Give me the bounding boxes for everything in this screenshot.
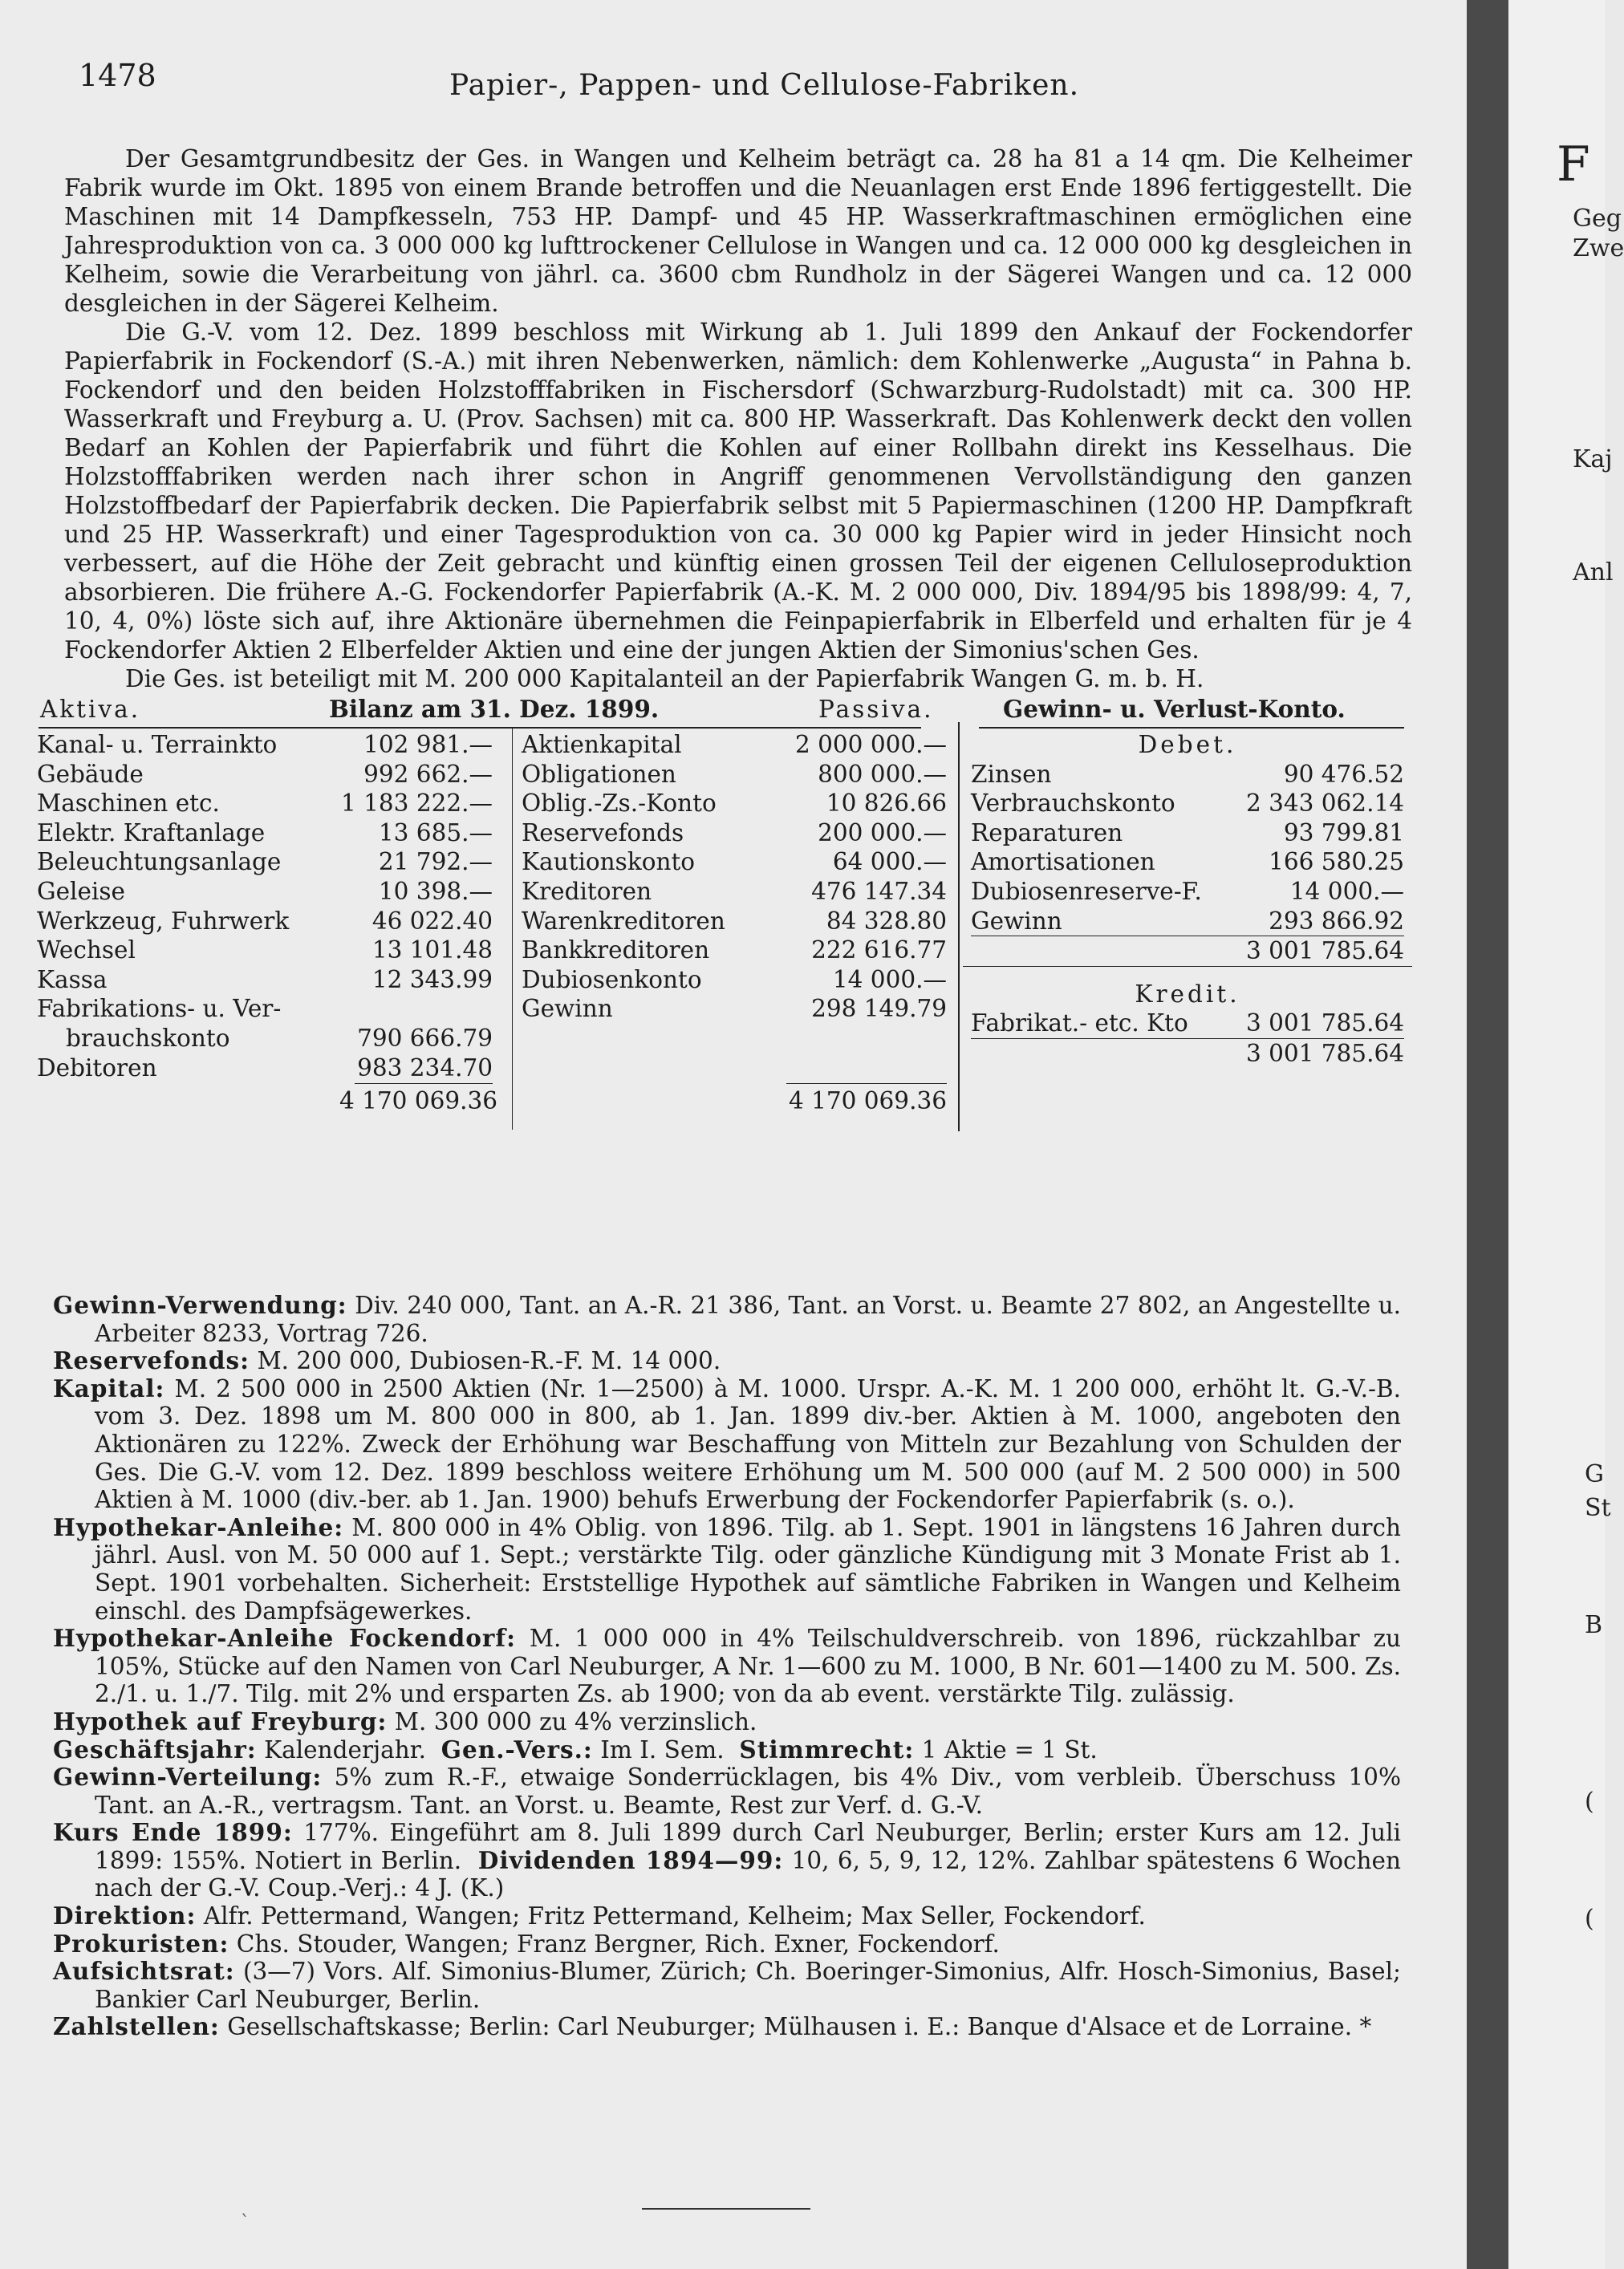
passiva-row: Kautionskonto 64 000.— <box>522 848 947 876</box>
aktiva-label: Aktiva. <box>40 696 141 723</box>
aktiva-row: Geleise 10 398.— <box>37 877 493 905</box>
adjacent-fragment: ( <box>1585 1788 1594 1816</box>
aktiva-row: Beleuchtungsanlage 21 792.— <box>37 848 493 876</box>
entry-hypothek-freyburg: Hypothek auf Freyburg: M. 300 000 zu 4% verzinslich. <box>53 1707 757 1735</box>
page-content <box>37 144 1412 1149</box>
page-number: 1478 <box>79 58 156 93</box>
intro-paragraph-1: Der Gesamtgrundbesitz der Ges. in Wangen und Kelheim beträgt ca. 28 ha 81 a 14 qm. Die Kelheimer Fabrik wurde im Okt. 1895 von einem Brande betroffen und die Neuanlagen erst Ende 1896 fertiggestellt. Die Maschinen mit 14 Dampfkesseln, 753 HP. Dampf- und 45 HP. Wasserkraftmaschinen ermöglichen eine Jahresproduktion von ca. 3 000 000 kg lufttrockener Cellulose in Wangen und ca. 12 000 000 kg desgleichen in Kelheim, sowie die Verarbeitung von jährl. ca. 3600 cbm Rundholz in der Sägerei Wangen und ca. 12 000 desgleichen in der Sägerei Kelheim. <box>64 145 1412 317</box>
adjacent-fragment: Anl <box>1573 558 1614 587</box>
passiva-total: 4 170 069.36 <box>788 1087 947 1114</box>
statement-headings <box>40 695 1412 727</box>
passiva-row: Aktienkapital 2 000 000.— <box>522 731 947 758</box>
debet-row: Verbrauchskonto 2 343 062.14 <box>971 789 1404 818</box>
adjacent-fragment: Kaj <box>1573 445 1613 473</box>
balance-title: Bilanz am 31. Dez. 1899. <box>329 695 660 723</box>
passiva-row: Gewinn 298 149.79 <box>522 995 947 1023</box>
kredit-total: 3 001 785.64 <box>1245 1039 1404 1067</box>
entry-zahlstellen: Zahlstellen: Gesellschaftskasse; Berlin: Carl Neuburger; Mülhausen i. E.: Banque d'Alsace et de Lorraine. * <box>53 2012 1372 2041</box>
entry-geschaeftsjahr: Geschäftsjahr: Kalenderjahr. Gen.-Vers.: Im I. Sem. Stimmrecht: 1 Aktie = 1 St. <box>53 1735 1098 1764</box>
entry-hypothekar-anleihe-fockendorf: Hypothekar-Anleihe Fockendorf: M. 1 000 000 in 4% Teilschuldverschreib. von 1896, rückzahlbar zu 105%, Stücke auf den Namen von Carl Neuburger, A Nr. 1—600 zu M. 1000, B Nr. 601—1400 zu M. 500. Zs. 2./1. u. 1./7. Tilg. mit 2% und ersparten Zs. ab 1900; von da ab event. verstärkte Tilg. zulässig. <box>53 1624 1401 1708</box>
aktiva-row: Gebäude 992 662.— <box>37 760 493 788</box>
aktiva-row: Wechsel 13 101.48 <box>37 936 493 964</box>
kredit-label: Kredit. <box>1135 980 1240 1008</box>
debet-row: Dubiosenreserve-F. 14 000.— <box>971 877 1404 905</box>
pl-title: Gewinn- u. Verlust-Konto. <box>1003 695 1346 723</box>
debet-row: Zinsen 90 476.52 <box>971 760 1404 788</box>
adjacent-fragment: ( <box>1585 1905 1594 1933</box>
entry-gewinn-verwendung: Gewinn-Verwendung: Div. 240 000, Tant. an A.-R. 21 386, Tant. an Vorst. u. Beamte 27 802, an Angestellte u. Arbeiter 8233, Vortrag 726. <box>53 1291 1401 1347</box>
end-rule <box>642 2208 810 2210</box>
kredit-total-row <box>971 1038 1404 1069</box>
adjacent-fragment: F <box>1557 136 1590 193</box>
debet-row: Gewinn 293 866.92 <box>971 907 1404 935</box>
aktiva-row: Kanal- u. Terrainkto 102 981.— <box>37 731 493 758</box>
aktiva-row: Fabrikations- u. Ver- <box>37 995 282 1023</box>
passiva-row: Dubiosenkonto 14 000.— <box>522 965 947 993</box>
aktiva-row: Werkzeug, Fuhrwerk 46 022.40 <box>37 907 493 935</box>
aktiva-row: Debitoren 983 234.70 <box>37 1053 493 1082</box>
debet-label: Debet. <box>1138 731 1237 758</box>
debet-total-row <box>971 936 1404 966</box>
running-title: Papier-, Pappen- und Cellulose-Fabriken. <box>449 69 1080 102</box>
passiva-column <box>522 730 947 1024</box>
passiva-row: Kreditoren 476 147.34 <box>522 877 947 905</box>
debet-total: 3 001 785.64 <box>1245 937 1404 965</box>
adjacent-fragment: B <box>1585 1611 1603 1639</box>
passiva-label: Passiva. <box>818 696 934 723</box>
aktiva-row: Kassa 12 343.99 <box>37 965 493 993</box>
debet-row: Amortisationen 166 580.25 <box>971 848 1404 876</box>
entry-reservefonds: Reservefonds: M. 200 000, Dubiosen-R.-F. M. 14 000. <box>53 1346 721 1375</box>
pl-top-rule <box>979 727 1404 729</box>
passiva-sum-rule <box>786 1083 947 1084</box>
passiva-row: Obligationen 800 000.— <box>522 760 947 788</box>
passiva-row: Reservefonds 200 000.— <box>522 818 947 846</box>
pl-column <box>971 730 1404 1069</box>
balance-divider <box>512 729 513 1130</box>
aktiva-column <box>37 730 493 1082</box>
adjacent-page-edge <box>1508 0 1624 2269</box>
aktiva-row: Maschinen etc. 1 183 222.— <box>37 789 493 818</box>
adjacent-fragment: Zwe <box>1573 234 1624 262</box>
passiva-row: Bankkreditoren 222 616.77 <box>522 936 947 964</box>
entry-aufsichtsrat: Aufsichtsrat: (3—7) Vors. Alf. Simonius-Blumer, Zürich; Ch. Boeringer-Simonius, Alfr. Hosch-Simonius, Basel; Bankier Carl Neuburger, Berlin. <box>53 1957 1401 2013</box>
company-entries <box>53 1292 1401 2041</box>
adjacent-fragment: Geg <box>1573 205 1622 233</box>
debet-row: Reparaturen 93 799.81 <box>971 818 1404 846</box>
kredit-row: Fabrikat.- etc. Kto 3 001 785.64 <box>971 1009 1404 1037</box>
intro-paragraph-3: Die Ges. ist beteiligt mit M. 200 000 Kapitalanteil an der Papierfabrik Wangen G. m. b. H. <box>125 665 1204 692</box>
aktiva-row: Elektr. Kraftanlage 13 685.— <box>37 818 493 846</box>
aktiva-sum-rule <box>355 1083 493 1084</box>
financial-statements <box>37 695 1412 1149</box>
margin-mark: ˋ <box>241 2213 250 2233</box>
entry-prokuristen: Prokuristen: Chs. Stouder, Wangen; Franz Bergner, Rich. Exner, Fockendorf. <box>53 1929 1000 1958</box>
entry-direktion: Direktion: Alfr. Pettermand, Wangen; Fritz Pettermand, Kelheim; Max Seller, Fockendorf. <box>53 1902 1146 1930</box>
passiva-row: Warenkreditoren 84 328.80 <box>522 907 947 935</box>
entry-kapital: Kapital: M. 2 500 000 in 2500 Aktien (Nr. 1—2500) à M. 1000. Urspr. A.-K. M. 1 200 000, erhöht lt. G.-V.-B. vom 3. Dez. 1898 um M. 800 000 in 800, ab 1. Jan. 1899 div.-ber. Aktien à M. 1000, angeboten den Aktionären zu 122%. Zweck der Erhöhung war Beschaffung von Mitteln zur Bezahlung von Schulden der Ges. Die G.-V. vom 12. Dez. 1899 beschloss weitere Erhöhung um M. 500 000 (auf M. 2 500 000) in 500 Aktien à M. 1000 (div.-ber. ab 1. Jan. 1900) behufs Erwerbung der Fockendorfer Papierfabrik (s. o.). <box>53 1374 1401 1514</box>
passiva-row: Oblig.-Zs.-Konto 10 826.66 <box>522 789 947 818</box>
intro-paragraph-2: Die G.-V. vom 12. Dez. 1899 beschloss mit Wirkung ab 1. Juli 1899 den Ankauf der Fockendorfer Papierfabrik in Fockendorf (S.-A.) mit ihren Nebenwerken, nämlich: dem Kohlenwerke „Augusta“ in Pahna b. Fockendorf und den beiden Holzstofffabriken in Fischersdorf (Schwarzburg-Rudolstadt) mit ca. 300 HP. Wasserkraft und Freyburg a. U. (Prov. Sachsen) mit ca. 800 HP. Wasserkraft. Das Kohlenwerk deckt den vollen Bedarf an Kohlen der Papierfabrik und führt die Kohlen auf einer Rollbahn direkt ins Kesselhaus. Die Holzstofffabriken werden nach ihrer schon in Angriff genommenen Vervollständigung den ganzen Holzstoffbedarf der Papierfabrik decken. Die Papierfabrik selbst mit 5 Papiermaschinen (1200 HP. Dampfkraft und 25 HP. Wasserkraft) und einer Tagesproduktion von ca. 30 000 kg Papier wird in jeder Hinsicht noch verbessert, auf die Höhe der Zeit gebracht und künftig einen grossen Teil der eigenen Celluloseproduktion absorbieren. Die frühere A.-G. Fockendorfer Papierfabrik (A.-K. M. 2 000 000, Div. 1894/95 bis 1898/99: 4, 7, 10, 4, 0%) löste sich auf, ihre Aktionäre übernehmen die Feinpapierfabrik in Elberfeld und erhalten für je 4 Fockendorfer Aktien 2 Elberfelder Aktien und eine der jungen Aktien der Simonius'schen Ges. <box>64 319 1412 664</box>
adjacent-fragment: G <box>1585 1460 1604 1488</box>
entry-hypothekar-anleihe: Hypothekar-Anleihe: M. 800 000 in 4% Oblig. von 1896. Tilg. ab 1. Sept. 1901 in längstens 16 Jahren durch jährl. Ausl. von M. 50 000 auf 1. Sept.; verstärkte Tilg. oder gänzliche Kündigung mit 3 Monate Frist ab 1. Sept. 1901 vorbehalten. Sicherheit: Erststellige Hypothek auf sämtliche Fabriken in Wangen und Kelheim einschl. des Dampfsägewerkes. <box>53 1512 1401 1625</box>
balance-top-rule <box>39 727 921 729</box>
entry-kurs: Kurs Ende 1899: 177%. Eingeführt am 8. Juli 1899 durch Carl Neuburger, Berlin; erster Kurs am 12. Juli 1899: 155%. Notiert in Berlin. Dividenden 1894—99: 10, 6, 5, 9, 12, 12%. Zahlbar spätestens 6 Wochen nach der G.-V. Coup.-Verj.: 4 J. (K.) <box>53 1818 1402 1902</box>
center-divider <box>958 722 960 1131</box>
book-binding-gutter <box>1467 0 1508 2269</box>
aktiva-row: brauchskonto 790 666.79 <box>66 1024 493 1052</box>
aktiva-total: 4 170 069.36 <box>339 1087 498 1114</box>
entry-gewinn-verteilung: Gewinn-Verteilung: 5% zum R.-F., etwaige Sonderrücklagen, bis 4% Div., vom verbleib. Überschuss 10% Tant. an A.-R., vertragsm. Tant. an Vorst. u. Beamte, Rest zur Verf. d. G.-V. <box>53 1763 1401 1819</box>
adjacent-fragment: St <box>1585 1494 1611 1522</box>
